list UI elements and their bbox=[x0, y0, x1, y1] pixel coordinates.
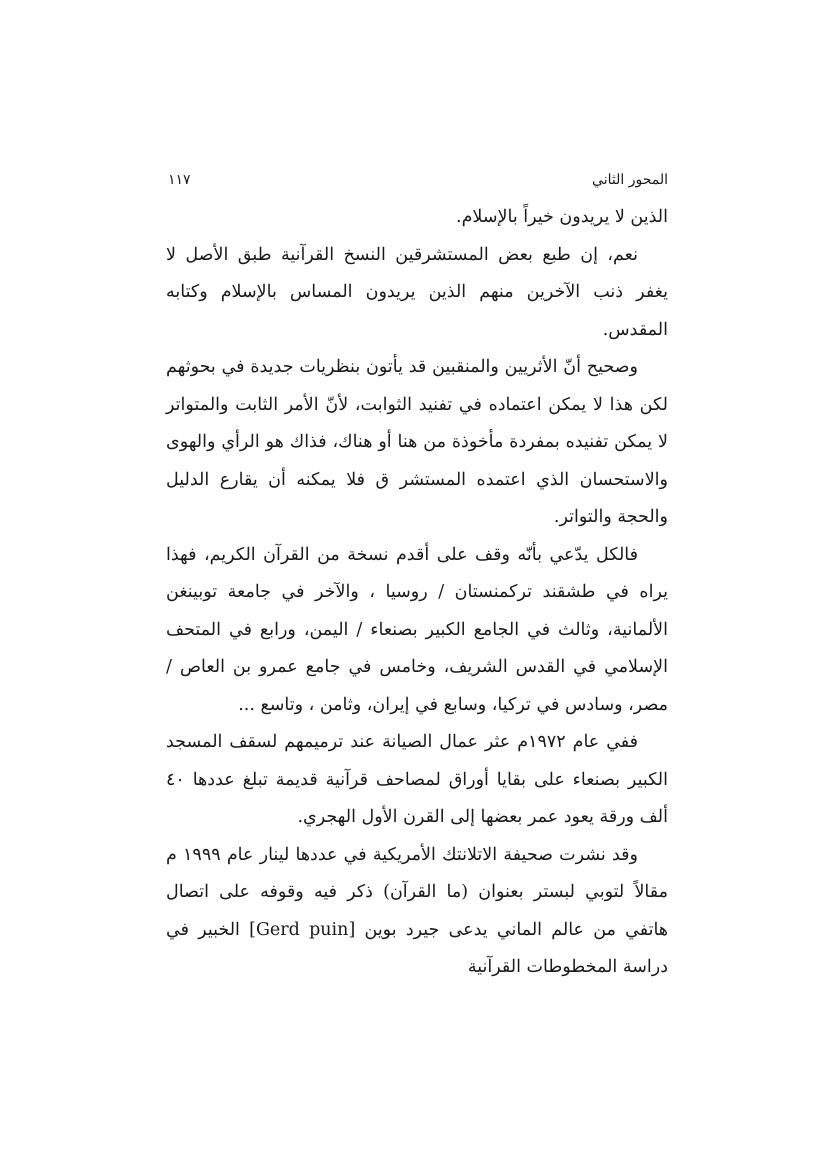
paragraph: فالكل يدّعي بأنّه وقف على أقدم نسخة من القرآن الكريم، فهذا يراه في طشقند تركمنستان / روسيا ، والآخر في جامعة توبينغن الألمانية، وثالث في الجامع الكبير بصنعاء / اليمن، ورابع في المتحف الإسلامي في القدس الشريف، وخامس في جامع عمرو بن العاص / مصر، وسادس في تركيا، وسابع في إيران، وثامن ، وتاسع ... bbox=[166, 544, 668, 715]
page-body bbox=[166, 199, 668, 987]
paragraph: نعم، إن طبع بعض المستشرقين النسخ القرآنية طبق الأصل لا يغفر ذنب الآخرين منهم الذين يريدون المساس بالإسلام وكتابه المقدس. bbox=[166, 244, 668, 340]
chapter-title: المحور الثاني bbox=[592, 172, 668, 188]
running-header bbox=[168, 168, 668, 192]
page-number: ١١٧ bbox=[168, 172, 191, 188]
paragraph: الذين لا يريدون خيراً بالإسلام. bbox=[456, 207, 668, 227]
paragraph: وقد نشرت صحيفة الاتلانتك الأمريكية في عددها لينار عام ١٩٩٩ م مقالاً لتوبي لبستر بعنوان (ما القرآن) ذكر فيه وقوفه على اتصال هاتفي من عالم الماني يدعى جيرد بوين [Gerd puin] الخبير في دراسة المخطوطات القرآنية bbox=[166, 844, 669, 977]
paragraph: ففي عام ١٩٧٢م عثر عمال الصيانة عند ترميمهم لسقف المسجد الكبير بصنعاء على بقايا أوراق لمصاحف قرآنية قديمة تبلغ عددها ٤٠ ألف ورقة يعود عمر بعضها إلى القرن الأول الهجري. bbox=[166, 732, 668, 827]
paragraph: وصحيح أنّ الأثريين والمنقبين قد يأتون بنظريات جديدة في بحوثهم لكن هذا لا يمكن اعتماده في تفنيد الثوابت، لأنّ الأمر الثابت والمتواتر لا يمكن تفنيده بمفردة مأخوذة من هنا أو هناك، فذاك هو الرأي والهوى والاستحسان الذي اعتمده المستشر ق فلا يمكنه أن يقارع الدليل والحجة والتواتر. bbox=[166, 357, 668, 527]
